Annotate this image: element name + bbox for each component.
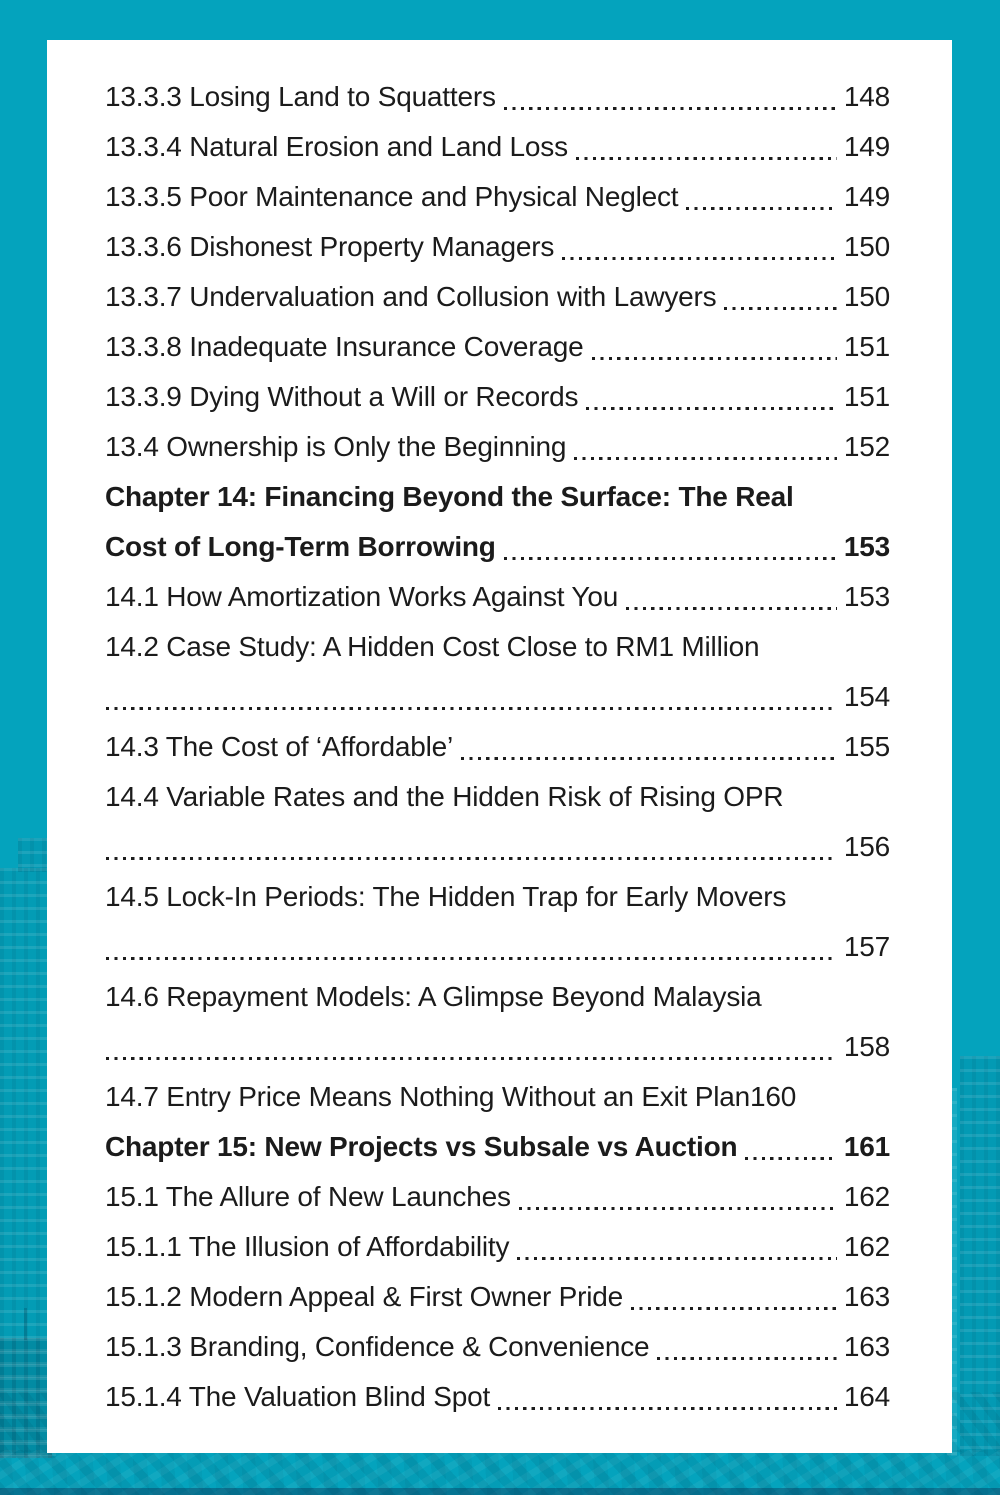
- toc-entry-text: 13.3.9 Dying Without a Will or Records: [105, 381, 579, 412]
- toc-line[interactable]: [105, 222, 890, 272]
- dot-leader: [686, 207, 837, 210]
- toc-entry-text: 13.4 Ownership is Only the Beginning: [105, 431, 567, 462]
- dot-leader: [574, 457, 837, 460]
- toc-entry-text: 15.1.4 The Valuation Blind Spot: [105, 1381, 491, 1412]
- toc-page-number: 149: [843, 131, 890, 162]
- toc-page-number: 162: [843, 1181, 890, 1212]
- toc-entry-text: 15.1.1 The Illusion of Affordability: [105, 1231, 510, 1262]
- toc-entry-text: 14.1 How Amortization Works Against You: [105, 581, 619, 612]
- toc-line[interactable]: [105, 72, 890, 122]
- foliage-band: [0, 1450, 1000, 1495]
- foliage-corner-left: [0, 1392, 47, 1452]
- toc-page-number: 161: [843, 1131, 890, 1162]
- toc-line[interactable]: [105, 622, 890, 672]
- toc-line[interactable]: [105, 672, 890, 722]
- toc-line[interactable]: [105, 322, 890, 372]
- toc-page-number: 153: [843, 531, 890, 562]
- toc-line[interactable]: [105, 1022, 890, 1072]
- dot-leader: [517, 1257, 837, 1260]
- toc-entry-text: 13.3.4 Natural Erosion and Land Loss: [105, 131, 568, 162]
- toc-line[interactable]: [105, 372, 890, 422]
- toc-entry-text: 15.1.2 Modern Appeal & First Owner Pride: [105, 1281, 624, 1312]
- bottom-edge-shade: [0, 1488, 1000, 1495]
- dot-leader: [576, 157, 837, 160]
- dot-leader: [106, 707, 837, 710]
- dot-leader: [724, 307, 836, 310]
- toc-line[interactable]: [105, 772, 890, 822]
- dot-leader: [106, 857, 837, 860]
- toc-page-number: 156: [843, 831, 890, 862]
- toc-line[interactable]: [105, 1222, 890, 1272]
- dot-leader: [504, 107, 837, 110]
- toc-line[interactable]: [105, 1272, 890, 1322]
- toc-page-number: 150: [843, 281, 890, 312]
- toc-line[interactable]: [105, 572, 890, 622]
- toc-line[interactable]: [105, 1172, 890, 1222]
- toc-page-number: 155: [843, 731, 890, 762]
- toc-entry-text: 14.5 Lock-In Periods: The Hidden Trap for Early Movers: [105, 881, 787, 912]
- toc-line[interactable]: [105, 722, 890, 772]
- toc-entry-text: 13.3.6 Dishonest Property Managers: [105, 231, 555, 262]
- table-of-contents: [47, 40, 952, 1453]
- toc-entry-text: Cost of Long-Term Borrowing: [105, 531, 496, 562]
- city-skyline-right-tower: [960, 1056, 1000, 1456]
- toc-line[interactable]: [105, 872, 890, 922]
- toc-line[interactable]: [105, 472, 890, 522]
- toc-page-number: 150: [843, 231, 890, 262]
- toc-line[interactable]: [105, 1372, 890, 1422]
- city-skyline-left-foreground-tower: [0, 1338, 52, 1458]
- dot-leader: [498, 1407, 837, 1410]
- dot-leader: [586, 407, 837, 410]
- toc-entry-text: 13.3.8 Inadequate Insurance Coverage: [105, 331, 584, 362]
- toc-line[interactable]: [105, 1322, 890, 1372]
- toc-entry-text: 14.4 Variable Rates and the Hidden Risk of Rising OPR: [105, 781, 784, 812]
- dot-leader: [106, 957, 837, 960]
- dot-leader: [461, 757, 837, 760]
- toc-line[interactable]: [105, 972, 890, 1022]
- toc-page-number: 151: [843, 331, 890, 362]
- toc-line[interactable]: [105, 1122, 890, 1172]
- toc-entry-text: Chapter 15: New Projects vs Subsale vs Auction: [105, 1131, 738, 1162]
- toc-line[interactable]: [105, 1072, 890, 1122]
- toc-page-number: 154: [843, 681, 890, 712]
- toc-entry-text: Chapter 14: Financing Beyond the Surface: The Real: [105, 481, 794, 512]
- dot-leader: [626, 607, 837, 610]
- toc-entry-text: 14.7 Entry Price Means Nothing Without an Exit Plan: [105, 1081, 751, 1112]
- toc-page-number: 149: [843, 181, 890, 212]
- toc-line[interactable]: [105, 272, 890, 322]
- city-skyline-antenna: [24, 1308, 27, 1340]
- dot-leader: [745, 1157, 836, 1160]
- toc-entry-text: 14.3 The Cost of ‘Affordable’: [105, 731, 454, 762]
- toc-page-number: 164: [843, 1381, 890, 1412]
- dot-leader: [592, 357, 837, 360]
- dot-leader: [657, 1357, 836, 1360]
- dot-leader: [562, 257, 837, 260]
- toc-entry-text: 14.2 Case Study: A Hidden Cost Close to RM1 Million: [105, 631, 760, 662]
- toc-line[interactable]: [105, 172, 890, 222]
- toc-entry-text: 14.6 Repayment Models: A Glimpse Beyond Malaysia: [105, 981, 762, 1012]
- toc-line[interactable]: [105, 522, 890, 572]
- toc-page-number: 153: [843, 581, 890, 612]
- toc-line[interactable]: [105, 422, 890, 472]
- toc-entry-text: 13.3.3 Losing Land to Squatters: [105, 81, 496, 112]
- toc-line[interactable]: [105, 122, 890, 172]
- toc-page-number: 160: [750, 1081, 797, 1112]
- toc-line[interactable]: [105, 922, 890, 972]
- toc-page-number: 163: [843, 1281, 890, 1312]
- toc-page-number: 152: [843, 431, 890, 462]
- foliage-corner-right: [952, 1392, 1000, 1452]
- toc-page-sheet: [47, 40, 952, 1453]
- dot-leader: [631, 1307, 837, 1310]
- dot-leader: [504, 557, 837, 560]
- toc-entry-text: 15.1 The Allure of New Launches: [105, 1181, 511, 1212]
- toc-entry-text: 13.3.5 Poor Maintenance and Physical Neglect: [105, 181, 679, 212]
- dot-leader: [519, 1207, 837, 1210]
- toc-page-number: 148: [843, 81, 890, 112]
- toc-page-number: 158: [843, 1031, 890, 1062]
- toc-page-number: 151: [843, 381, 890, 412]
- toc-entry-text: 15.1.3 Branding, Confidence & Convenience: [105, 1331, 650, 1362]
- toc-page-number: 157: [843, 931, 890, 962]
- toc-page-number: 162: [843, 1231, 890, 1262]
- toc-page-number: 163: [843, 1331, 890, 1362]
- toc-entry-text: 13.3.7 Undervaluation and Collusion with Lawyers: [105, 281, 717, 312]
- dot-leader: [106, 1057, 837, 1060]
- toc-line[interactable]: [105, 822, 890, 872]
